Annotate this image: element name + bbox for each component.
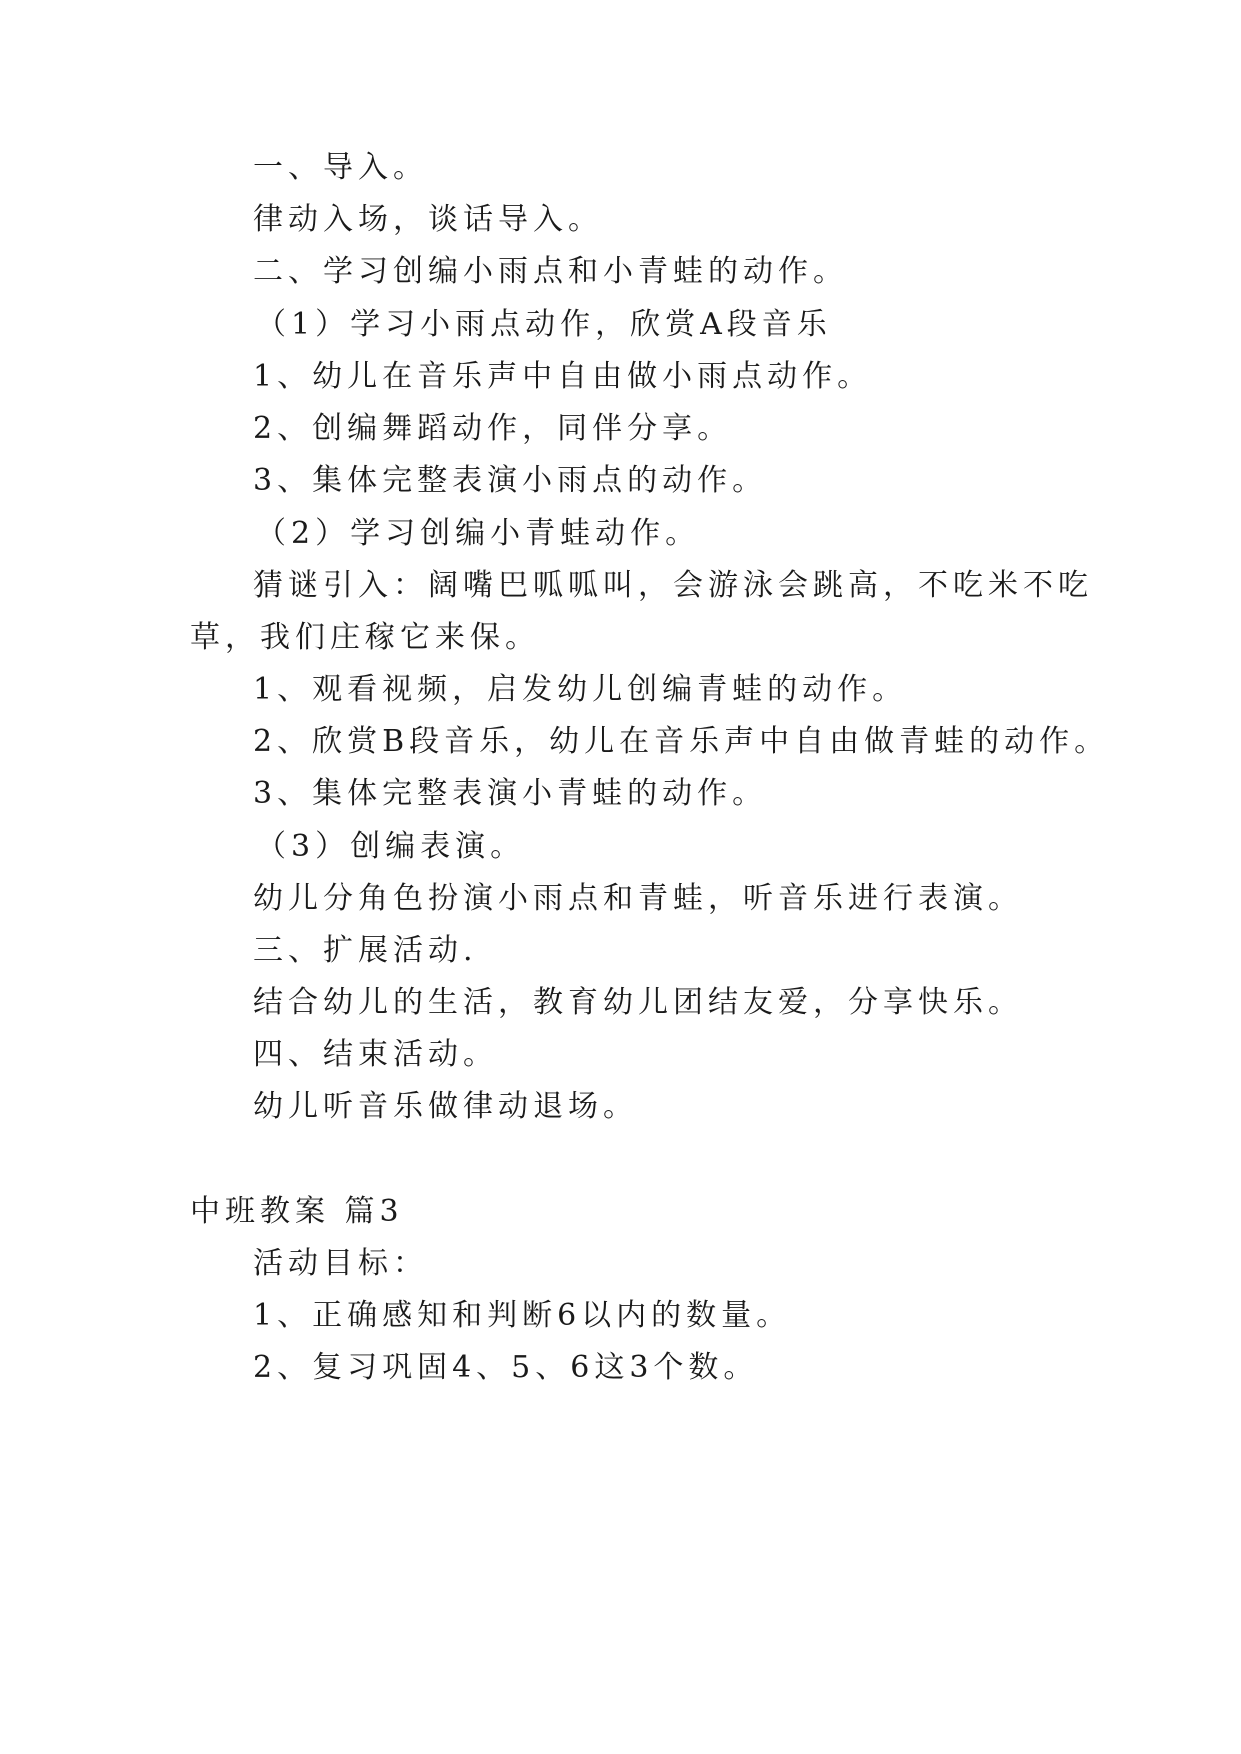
paragraph-continuation: 草，我们庄稼它来保。	[190, 620, 540, 655]
paragraph: 猜谜引入：阔嘴巴呱呱叫，会游泳会跳高，不吃米不吃	[253, 568, 1093, 603]
list-item: 3、集体完整表演小青蛙的动作。	[253, 776, 768, 811]
section-heading-extend: 三、扩展活动.	[253, 933, 478, 968]
list-item: 1、幼儿在音乐声中自由做小雨点动作。	[253, 359, 873, 394]
section-heading-end: 四、结束活动。	[253, 1037, 498, 1072]
subsection-heading: （3）创编表演。	[256, 829, 526, 864]
list-item: 3、集体完整表演小雨点的动作。	[253, 463, 768, 498]
section-heading-learn: 二、学习创编小雨点和小青蛙的动作。	[253, 254, 848, 289]
paragraph: 结合幼儿的生活，教育幼儿团结友爱，分享快乐。	[253, 985, 1023, 1020]
list-item: 2、欣赏B段音乐，幼儿在音乐声中自由做青蛙的动作。	[253, 724, 1110, 759]
paragraph: 幼儿听音乐做律动退场。	[253, 1089, 638, 1124]
list-item: 1、正确感知和判断6以内的数量。	[253, 1298, 792, 1333]
paragraph: 律动入场，谈话导入。	[253, 202, 603, 237]
list-item: 2、创编舞蹈动作，同伴分享。	[253, 411, 733, 446]
list-item: 2、复习巩固4、5、6这3个数。	[253, 1350, 759, 1385]
section-heading-intro: 一、导入。	[253, 150, 428, 185]
document-title: 中班教案 篇3	[190, 1194, 404, 1229]
paragraph: 幼儿分角色扮演小雨点和青蛙，听音乐进行表演。	[253, 881, 1023, 916]
section-heading-goals: 活动目标：	[253, 1246, 428, 1281]
list-item: 1、观看视频，启发幼儿创编青蛙的动作。	[253, 672, 908, 707]
subsection-heading: （2）学习创编小青蛙动作。	[256, 516, 701, 551]
subsection-heading: （1）学习小雨点动作，欣赏A段音乐	[256, 307, 832, 342]
